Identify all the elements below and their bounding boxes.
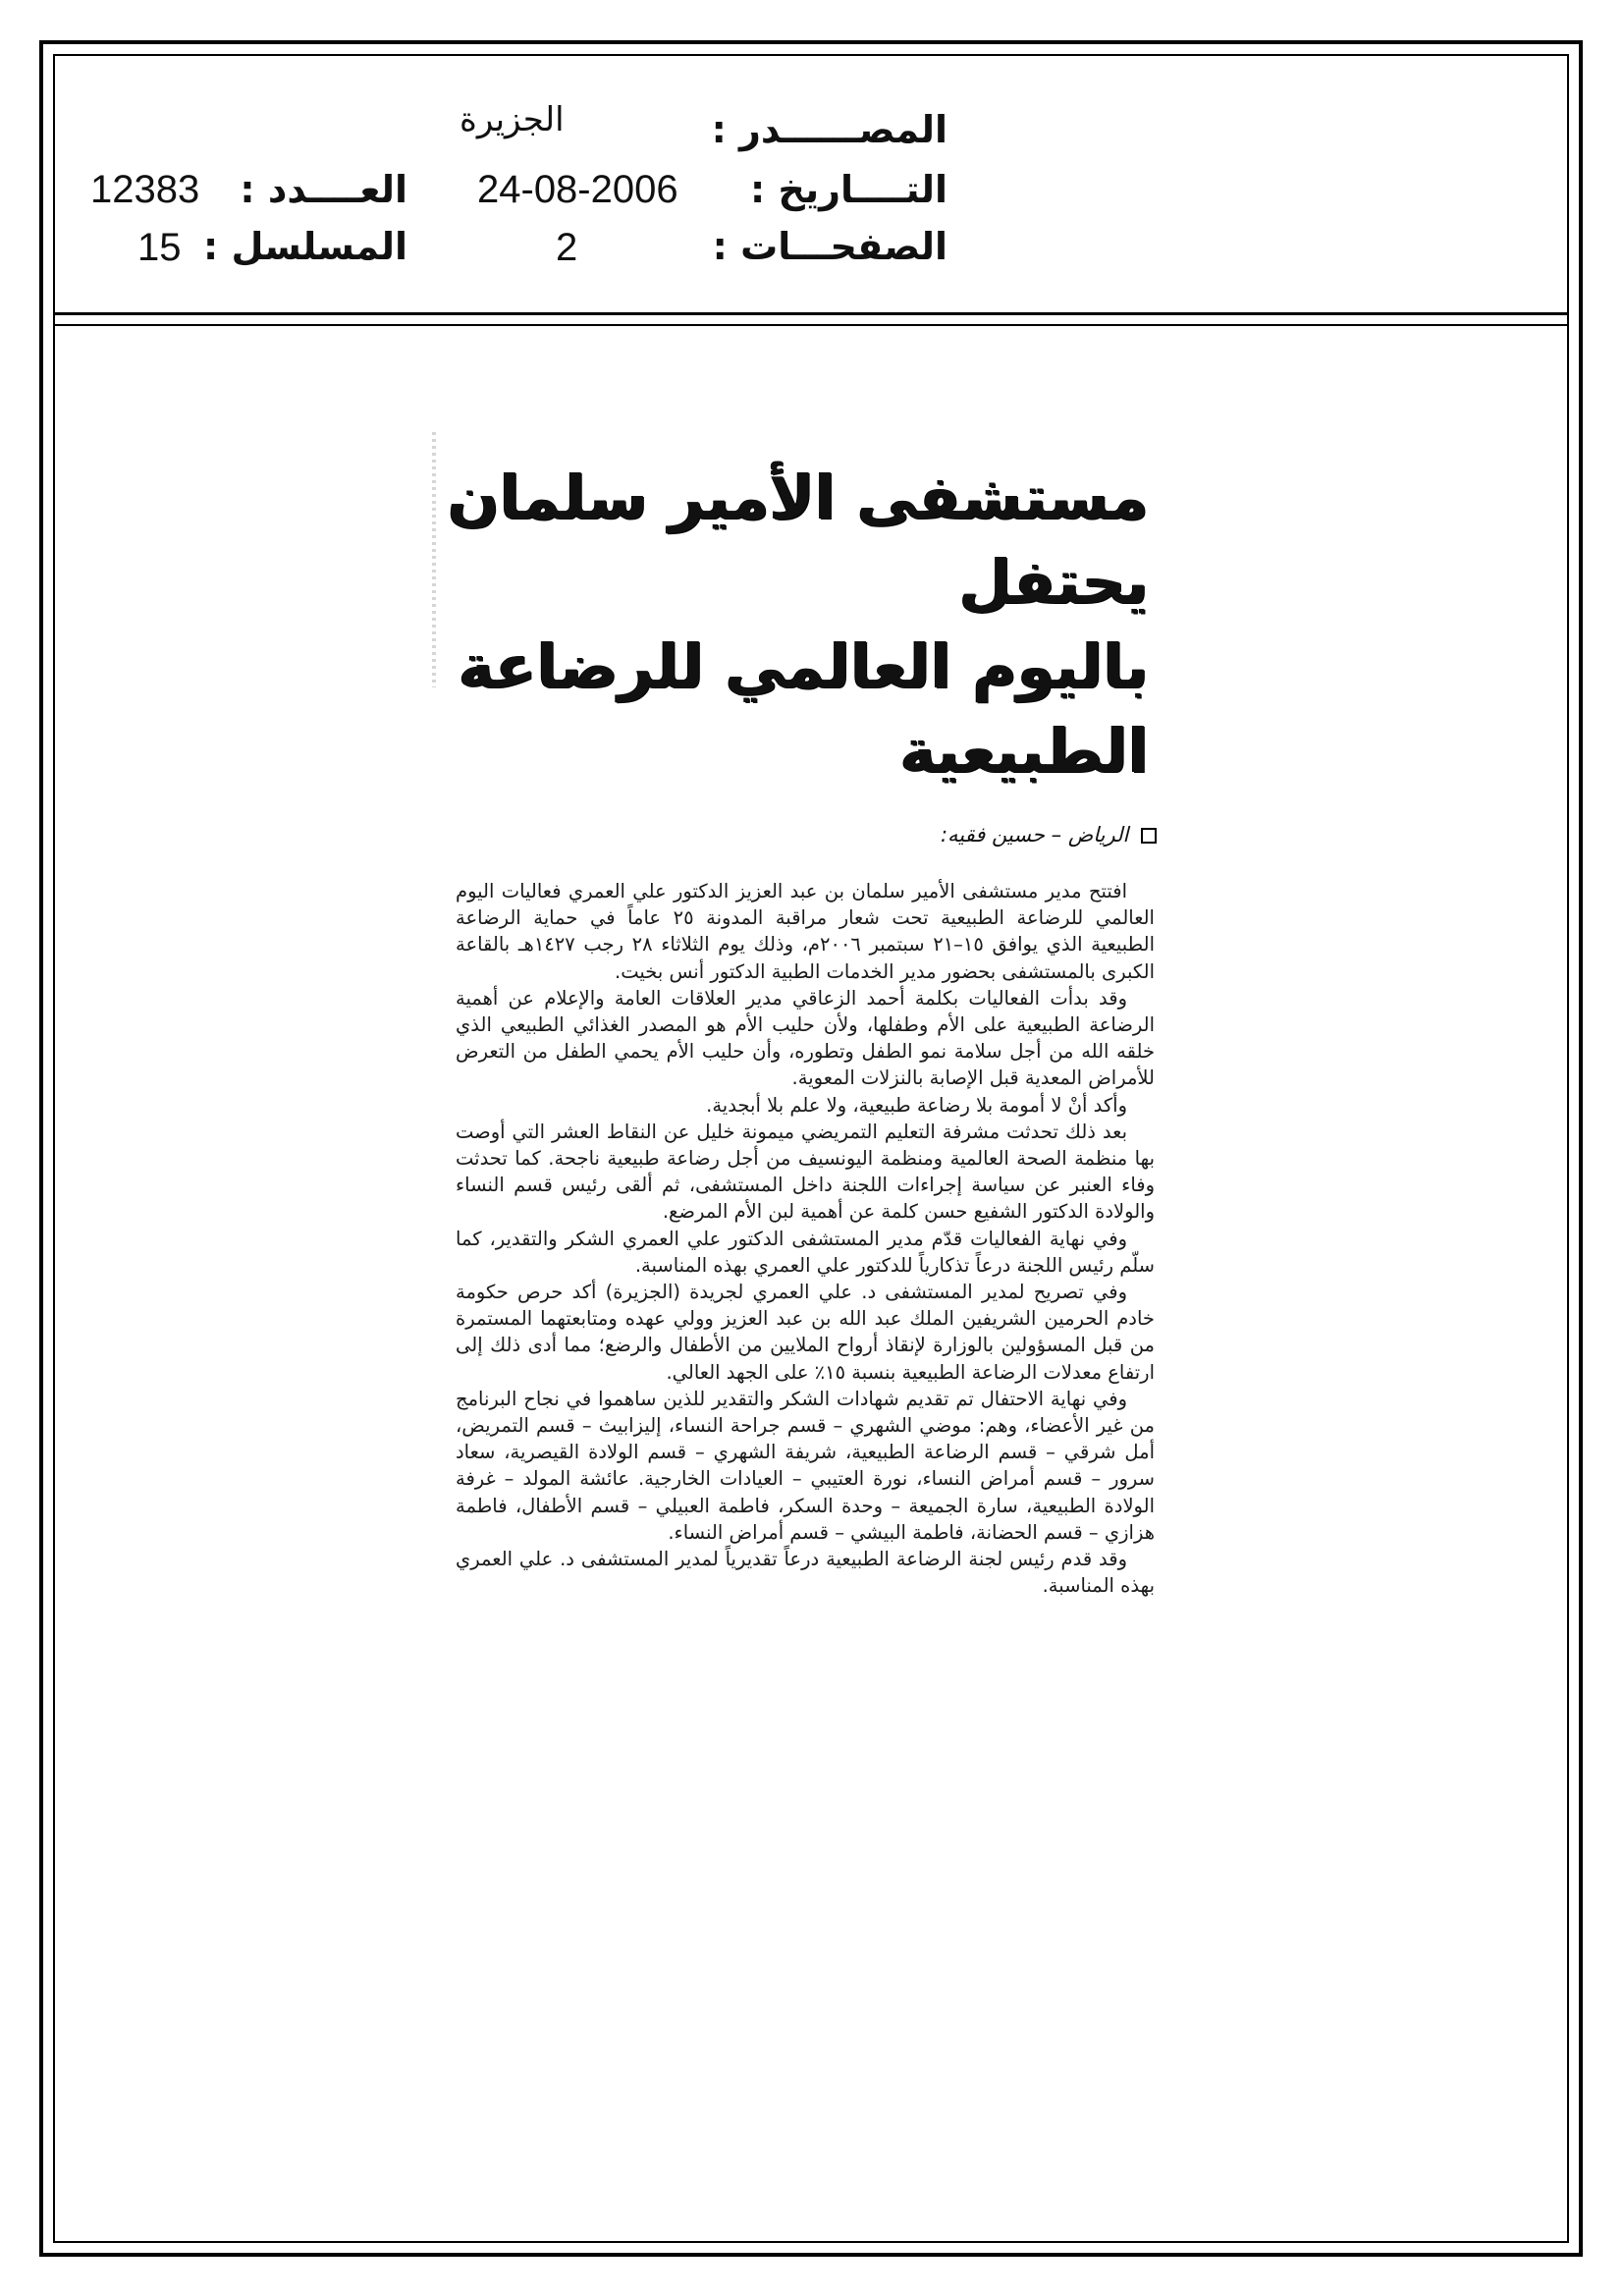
source-label: المصــــــدر : [711,108,947,151]
serial-label: المسلسل : [203,225,407,268]
article-paragraph: بعد ذلك تحدثت مشرفة التعليم التمريضي ميمونة خليل عن النقاط العشر التي أوصت بها منظمة الصحة العالمية ومنظمة اليونسيف من أجل رضاعة طبيعية ناجحة. كما تحدثت وفاء العنبر عن سياسة إجراءات اللجنة داخل المستشفى، ثم ألقى رئيس قسم النساء والولادة الدكتور الشفيع حسن كلمة عن أهمية لبن الأم المرضع. [456,1120,1155,1224]
header-divider [53,312,1569,315]
pages-value: 2 [556,226,578,269]
headline-line-1: مستشفى الأمير سلمان يحتفل [447,462,1149,618]
header-divider-inner [53,324,1569,326]
news-article [442,432,1168,1599]
source-value: الجزيرة [460,100,565,139]
issue-value: 12383 [90,168,200,211]
article-paragraph: وأكد أنْ لا أمومة بلا رضاعة طبيعية، ولا علم بلا أبجدية. [706,1093,1127,1117]
bullet-square-icon [1141,828,1157,844]
pages-label: الصفحـــات : [712,225,947,268]
headline-line-2: باليوم العالمي للرضاعة الطبيعية [458,630,1149,787]
article-paragraph: وفي تصريح لمدير المستشفى د. علي العمري لجريدة (الجزيرة) أكد حرص حكومة خادم الحرمين الشريفين الملك عبد الله بن عبد العزيز وولي عهده ومتابعتهما المستمرة من قبل المسؤولين بالوزارة لإنقاذ أرواح الملايين من الأطفال والرضع؛ مما أدى ذلك إلى ارتفاع معدلات الرضاعة الطبيعية بنسبة ١٥٪ على الجهد العالي. [456,1281,1155,1384]
serial-value: 15 [137,226,182,269]
article-headline [442,456,1149,793]
date-label: التــــاريخ : [750,168,947,211]
article-paragraph: وفي نهاية الفعاليات قدّم مدير المستشفى الدكتور علي العمري الشكر والتقدير، كما سلّم رئيس اللجنة درعاً تذكارياً للدكتور علي العمري بهذه المناسبة. [456,1227,1155,1277]
scan-artifact [432,432,436,687]
article-paragraph: افتتح مدير مستشفى الأمير سلمان بن عبد العزيز الدكتور علي العمري فعاليات اليوم العالمي للرضاعة الطبيعية تحت شعار مراقبة المدونة ٢٥ عاماً في حماية الرضاعة الطبيعية الذي يوافق ١٥–٢١ سبتمبر ٢٠٠٦م، وذلك يوم الثلاثاء ٢٨ رجب ١٤٢٧هـ بالقاعة الكبرى بالمستشفى بحضور مدير الخدمات الطبية الدكتور أنس بخيت. [456,880,1156,983]
article-byline [442,823,1168,847]
article-body [442,878,1168,1599]
article-paragraph: وقد قدم رئيس لجنة الرضاعة الطبيعية درعاً تقديرياً لمدير المستشفى د. علي العمري بهذه المناسبة. [456,1548,1155,1598]
byline-text: الرياض – حسين فقيه: [940,823,1129,847]
issue-label: العــــدد : [240,168,407,211]
article-paragraph: وفي نهاية الاحتفال تم تقديم شهادات الشكر والتقدير للذين ساهموا في نجاح البرنامج من غير الأعضاء، وهم: موضي الشهري – قسم جراحة النساء، إليزابيث – قسم التمريض، أمل شرقي – قسم الرضاعة الطبيعية، شريفة الشهري – قسم الولادة القيصرية، سعاد سرور – قسم أمراض النساء، نورة العتيبي – العيادات الخارجية. عائشة المولد – غرفة الولادة الطبيعية، سارة الجميعة – وحدة السكر، فاطمة العبيلي – قسم الأطفال، فاطمة هزازي – قسم الحضانة، فاطمة البيشي – قسم أمراض النساء. [456,1387,1155,1544]
article-paragraph: وقد بدأت الفعاليات بكلمة أحمد الزعاقي مدير العلاقات العامة والإعلام عن أهمية الرضاعة الطبيعية على الأم وطفلها، ولأن حليب الأم هو المصدر الغذائي الطبيعي الذي خلقه الله من أجل سلامة نمو الطفل وتطوره، وأن حليب الأم يحمي الطفل من التعرض للأمراض المعدية قبل الإصابة بالنزلات المعوية. [456,986,1155,1090]
date-value: 24-08-2006 [477,168,678,211]
